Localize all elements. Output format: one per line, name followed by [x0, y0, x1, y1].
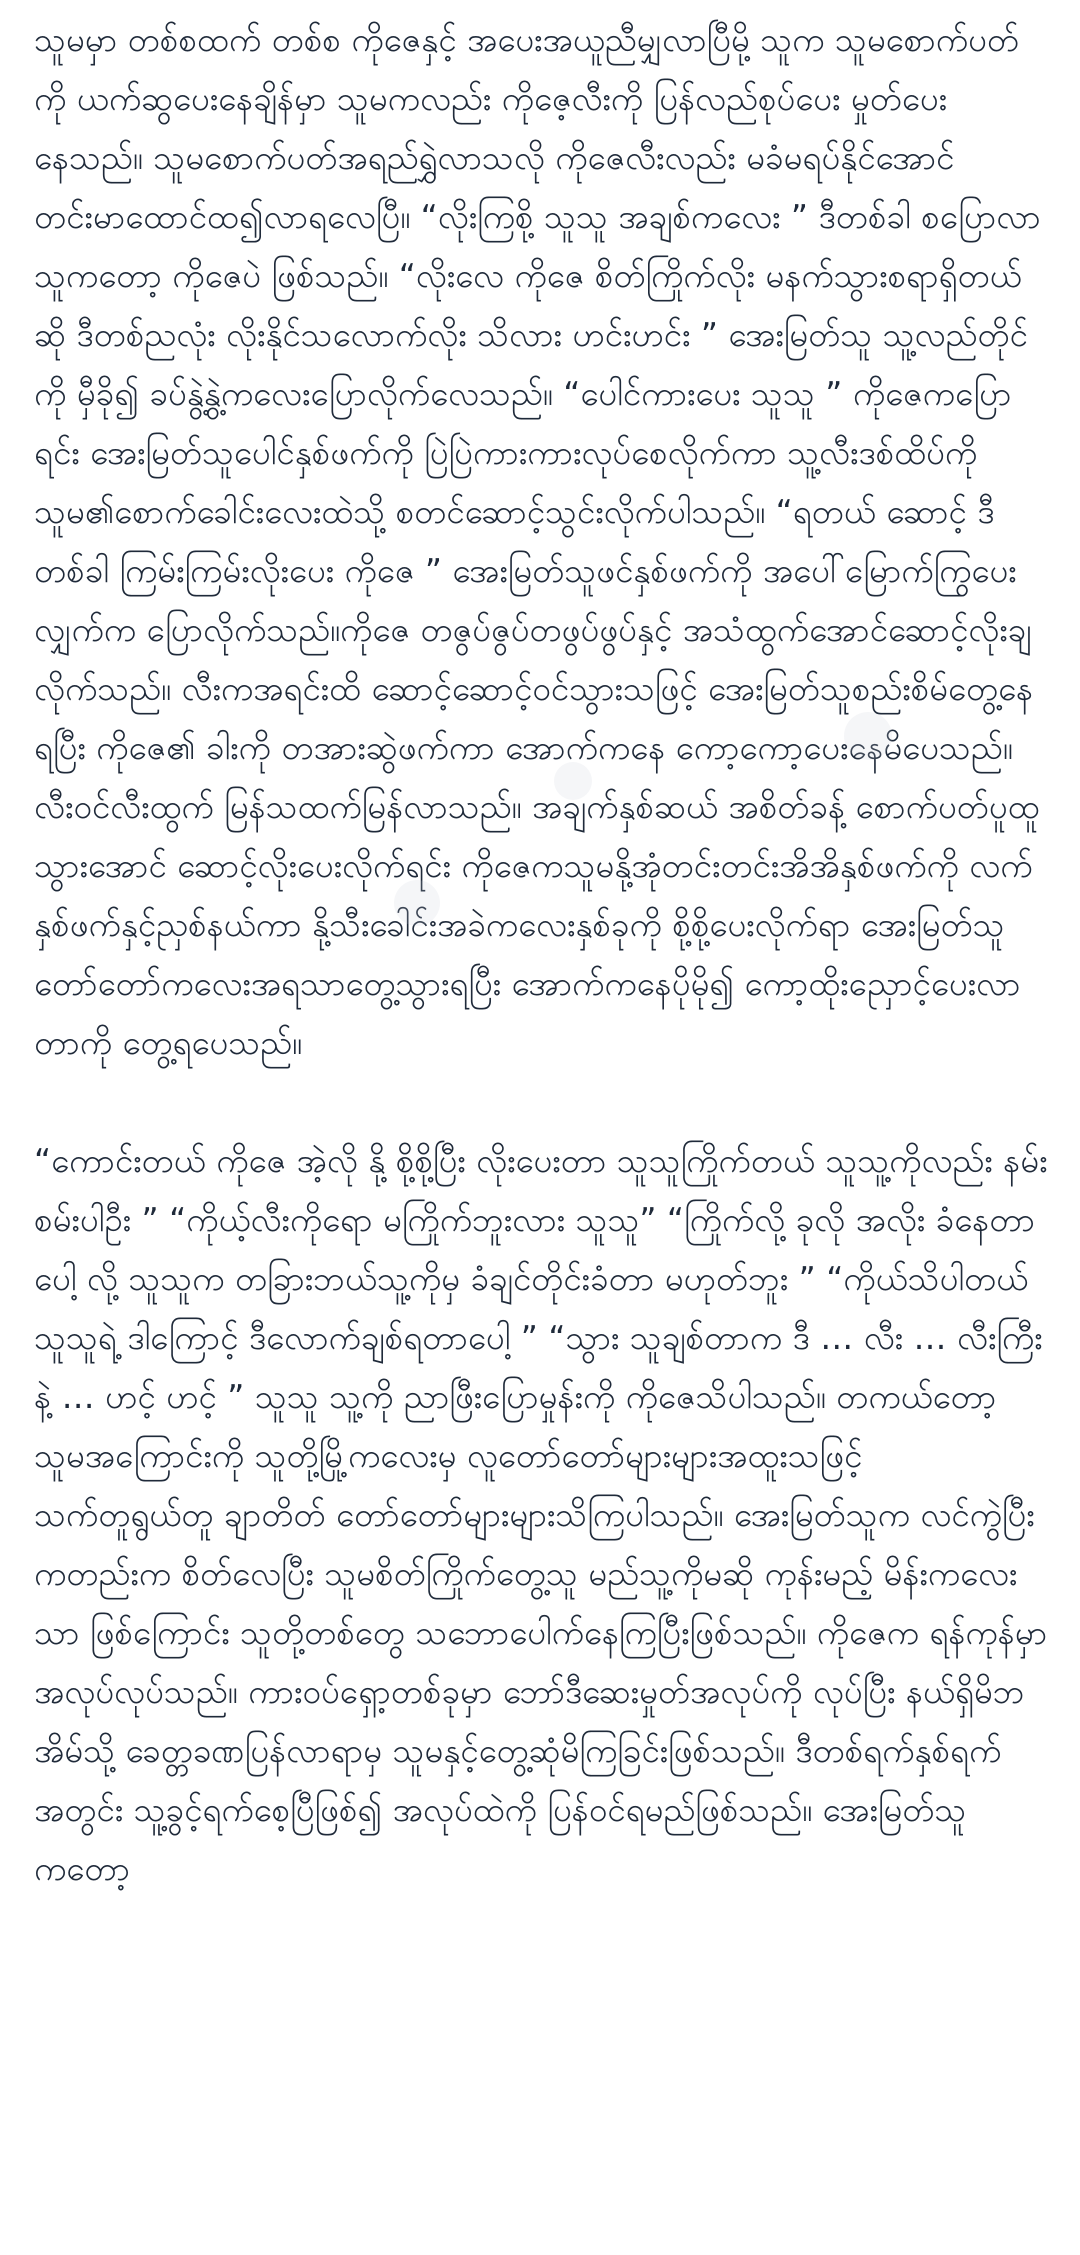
article-body [34, 10, 1048, 1898]
paragraph-2: “ကောင်းတယ် ကိုဇေ အဲ့လို နို့ စို့စို့ပြီး လိုးပေးတာ သူသူကြိုက်တယ် သူသူ့ကိုလည်း နမ်းစမ်းပါဦး ” “ကိုယ့်လီးကိုရော မကြိုက်ဘူးလား သူသူ” “ကြိုက်လို့ ခုလို အလိုး ခံနေတာပေါ့ လို့ သူသူက တခြားဘယ်သူ့ကိုမှ ခံချင်တိုင်းခံတာ မဟုတ်ဘူး ” “ကိုယ်သိပါတယ် သူသူရဲ့ ဒါကြောင့် ဒီလောက်ချစ်ရတာပေါ့ ” “သွား သူချစ်တာက ဒီ … လီး … လီးကြီးနဲ့ … ဟင့် ဟင့် ” သူသူ သူ့ကို ညာဖြီးပြောမှုန်းကို ကိုဇေသိပါသည်။ တကယ်တော့ သူမအကြောင်းကို သူတို့မြို့ကလေးမှ လူတော်တော်များများအထူးသဖြင့် သက်တူရွယ်တူ ချာတိတ် တော်တော်များများသိကြပါသည်။ အေးမြတ်သူက လင်ကွဲပြီးကတည်းက စိတ်လေပြီး သူမစိတ်ကြိုက်တွေ့သူ မည်သူ့ကိုမဆို ကုန်းမည့် မိန်းကလေးသာ ဖြစ်ကြောင်း သူတို့တစ်တွေ သဘောပေါက်နေကြပြီးဖြစ်သည်။ ကိုဇေက ရန်ကုန်မှာ အလုပ်လုပ်သည်။ ကားဝပ်ရှော့တစ်ခုမှာ ဘော်ဒီဆေးမှုတ်အလုပ်ကို လုပ်ပြီး နယ်ရှိမိဘအိမ်သို့ ခေတ္တခဏပြန်လာရာမှ သူမနှင့်တွေ့ဆုံမိကြခြင်းဖြစ်သည်။ ဒီတစ်ရက်နှစ်ရက်အတွင်း သူ့ခွင့်ရက်စေ့ပြီဖြစ်၍ အလုပ်ထဲကို ပြန်ဝင်ရမည်ဖြစ်သည်။ အေးမြတ်သူကတော့ [34, 1141, 1048, 1888]
paragraph-1: သူမမှာ တစ်စထက် တစ်စ ကိုဇေနှင့် အပေးအယူညီမျှလာပြီမို့ သူက သူမစောက်ပတ်ကို ယက်ဆွပေးနေချိန်မှာ သူမကလည်း ကိုဇေ့လီးကို ပြန်လည်စုပ်ပေး မှုတ်ပေးနေသည်။ သူမစောက်ပတ်အရည်ရွှဲလာသလို ကိုဇေလီးလည်း မခံမရပ်နိုင်အောင် တင်းမာထောင်ထ၍လာရလေပြီ။ “လိုးကြစို့ သူသူ အချစ်ကလေး ” ဒီတစ်ခါ စပြောလာသူကတော့ ကိုဇေပဲ ဖြစ်သည်။ “လိုးလေ ကိုဇေ စိတ်ကြိုက်လိုး မနက်သွားစရာရှိတယ်ဆို ဒီတစ်ညလုံး လိုးနိုင်သလောက်လိုး သိလား ဟင်းဟင်း ” အေးမြတ်သူ သူ့လည်တိုင်ကို မှီခို၍ ခပ်နွဲ့နွဲ့ကလေးပြောလိုက်လေသည်။ “ပေါင်ကားပေး သူသူ ” ကိုဇေကပြောရင်း အေးမြတ်သူပေါင်နှစ်ဖက်ကို ပြဲပြဲကားကားလုပ်စေလိုက်ကာ သူ့လီးဒစ်ထိပ်ကို သူမ၏စောက်ခေါင်းလေးထဲသို့ စတင်ဆောင့်သွင်းလိုက်ပါသည်။ “ရတယ် ဆောင့် ဒီတစ်ခါ ကြမ်းကြမ်းလိုးပေး ကိုဇေ ” အေးမြတ်သူဖင်နှစ်ဖက်ကို အပေါ်မြောက်ကြွပေးလျှက်က ပြောလိုက်သည်။ကိုဇေ တဇွပ်ဇွပ်တဖွပ်ဖွပ်နှင့် အသံထွက်အောင်ဆောင့်လိုးချလိုက်သည်။ လီးကအရင်းထိ ဆောင့်ဆောင့်ဝင်သွားသဖြင့် အေးမြတ်သူစည်းစိမ်တွေ့နေရပြီး ကိုဇေ၏ ခါးကို တအားဆွဲဖက်ကာ အောက်ကနေ ကော့ကော့ပေးနေမိပေသည်။ လီးဝင်လီးထွက် မြန်သထက်မြန်လာသည်။ အချက်နှစ်ဆယ် အစိတ်ခန့် စောက်ပတ်ပူထူသွားအောင် ဆောင့်လိုးပေးလိုက်ရင်း ကိုဇေကသူမနို့အုံတင်းတင်းအိအိနှစ်ဖက်ကို လက်နှစ်ဖက်နှင့်ညှစ်နယ်ကာ နို့သီးခေါင်းအခဲကလေးနှစ်ခုကို စို့စို့ပေးလိုက်ရာ အေးမြတ်သူ တော်တော်ကလေးအရသာတွေ့သွားရပြီး အောက်ကနေပိုမို၍ ကော့ထိုးညှောင့်ပေးလာတာကို တွေ့ရပေသည်။ [34, 20, 1041, 1062]
